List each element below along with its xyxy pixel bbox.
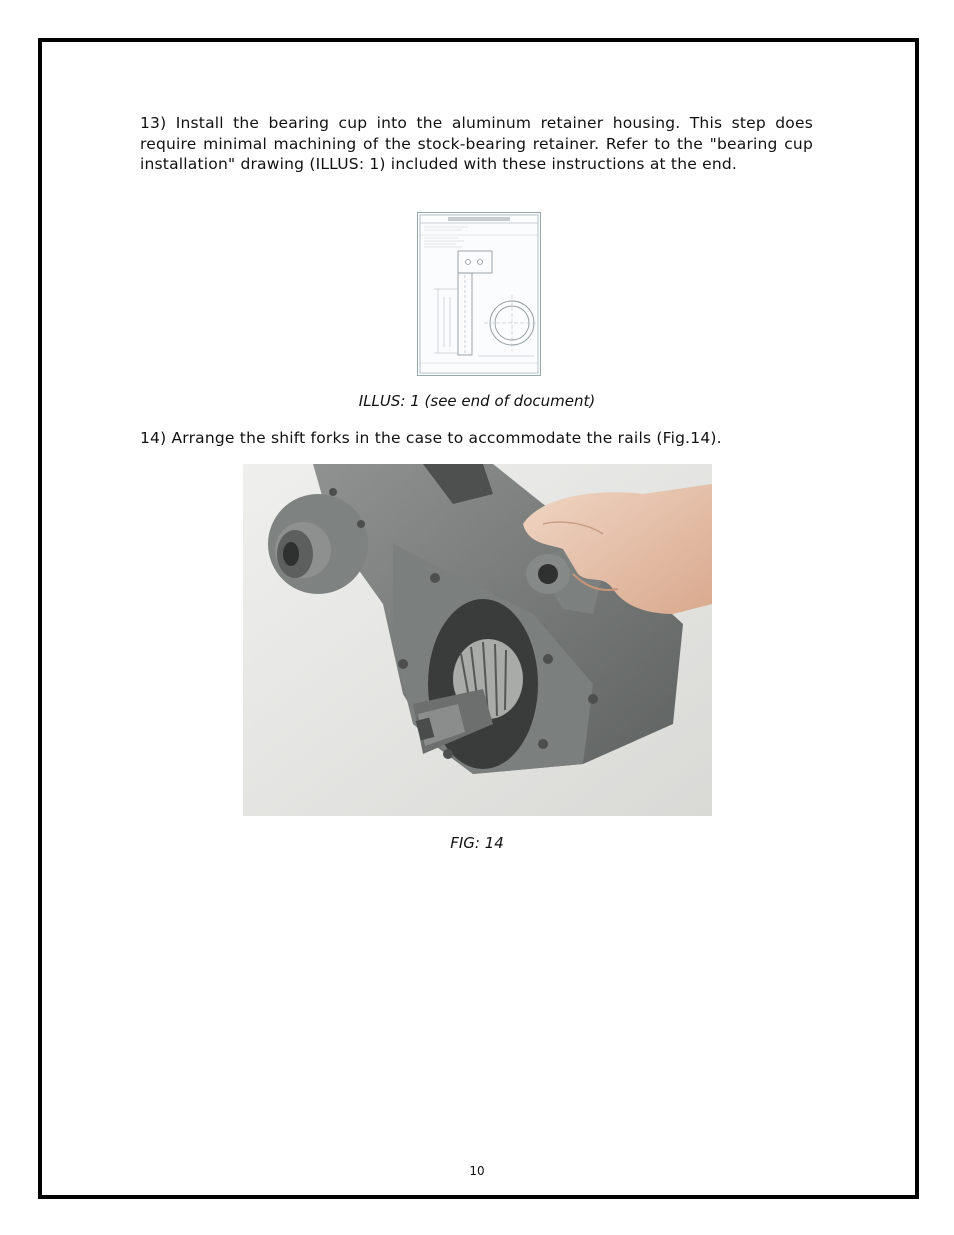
page-number: 10 [469, 1164, 485, 1178]
transfer-case-photo [243, 464, 712, 816]
illus-1-caption: ILLUS: 1 (see end of document) [358, 392, 596, 410]
step-14-text: 14) Arrange the shift forks in the case to accommodate the rails (Fig.14). [140, 429, 722, 447]
bearing-cup-drawing-thumbnail [417, 212, 541, 376]
fig-14-caption: FIG: 14 [450, 834, 504, 852]
step-13-text: 13) Install the bearing cup into the aluminum retainer housing. This step does require minimal machining of the stock-bearing retainer. Refer to the "bearing cup installation" drawing (ILLUS: 1) included with these instructions at the end. [140, 114, 813, 173]
